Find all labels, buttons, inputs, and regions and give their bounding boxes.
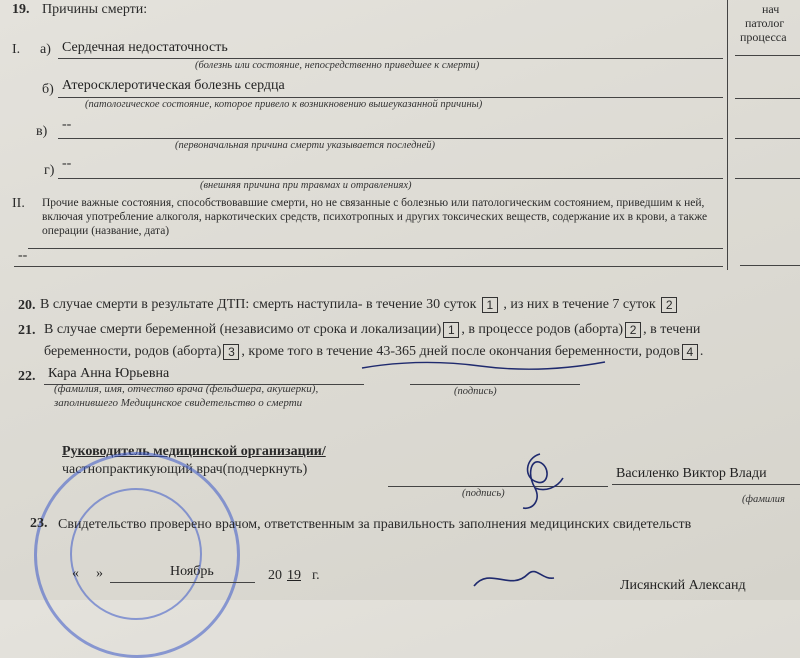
pen-underline bbox=[360, 356, 610, 376]
cause-g-hint: (внешняя причина при травмах и отравлениях) bbox=[200, 180, 412, 191]
section-19-title: Причины смерти: bbox=[42, 2, 148, 17]
part-2-line-2 bbox=[14, 266, 723, 267]
doctor-sign-line bbox=[410, 384, 580, 385]
pregnancy-text: В случае смерти беременной (независимо от срока и локализации) bbox=[44, 322, 442, 338]
head-signature bbox=[505, 448, 575, 518]
head-sign-line bbox=[388, 486, 608, 487]
date-year-suffix: г. bbox=[312, 568, 320, 583]
cause-b-label: б) bbox=[42, 82, 54, 97]
cause-a-hint: (болезнь или состояние, непосредственно приведшее к смерти) bbox=[195, 60, 480, 71]
section-22-number: 22. bbox=[18, 369, 36, 384]
cause-g-line bbox=[58, 178, 723, 179]
right-col-line bbox=[740, 265, 800, 266]
right-col-line bbox=[735, 178, 800, 179]
doctor-sign-hint: (подпись) bbox=[454, 386, 497, 397]
part-2-text: Прочие важные состояния, способствовавшие смерти, но не связанные с болезнью или патологическим состоянием, приведшим к ней, включая употребление алкоголя, наркотических средств, психотропных и других токсических веществ, содержание их в крови, а также операции (название, дата) bbox=[42, 197, 708, 237]
childbirth-text: , в процессе родов (аборта) bbox=[461, 322, 624, 338]
date-year-prefix: 20 bbox=[268, 568, 282, 583]
organization-stamp-inner bbox=[70, 488, 202, 620]
pregnancy-box-4[interactable]: 4 bbox=[682, 344, 698, 360]
cause-g-value: -- bbox=[62, 156, 72, 171]
cause-v-hint: (первоначальная причина смерти указывается последней) bbox=[175, 140, 436, 151]
date-open-quote: « bbox=[72, 566, 79, 581]
head-title: Руководитель медицинской организации/ bbox=[62, 444, 326, 459]
section-20-number: 20. bbox=[18, 298, 36, 313]
dtp-7-days-box[interactable]: 2 bbox=[661, 297, 677, 313]
postpartum-text: , кроме того в течение 43-365 дней после окончания беременности, родов bbox=[241, 344, 680, 360]
section-21-number: 21. bbox=[18, 323, 36, 338]
cause-b-line bbox=[58, 97, 723, 98]
pregnancy-abortion-text: беременности, родов (аборта) bbox=[44, 344, 222, 360]
cause-b-value: Атеросклеротическая болезнь сердца bbox=[62, 78, 285, 93]
right-column-divider bbox=[727, 0, 728, 270]
doctor-name-value: Кара Анна Юрьевна bbox=[48, 366, 170, 381]
pregnancy-box-2[interactable]: 2 bbox=[625, 322, 641, 338]
head-name-hint: (фамилия bbox=[742, 494, 785, 505]
dtp-30-days-box[interactable]: 1 bbox=[482, 297, 498, 313]
verifier-name-value: Лисянский Александ bbox=[620, 578, 746, 593]
date-close-quote: » bbox=[96, 566, 103, 581]
right-col-line bbox=[735, 55, 800, 56]
section-21-line-1 bbox=[44, 322, 700, 338]
pregnancy-box-1[interactable]: 1 bbox=[443, 322, 459, 338]
part-2-label: II. bbox=[12, 196, 25, 211]
pregnancy-period: . bbox=[699, 344, 704, 360]
date-year: 19 bbox=[287, 568, 301, 583]
right-col-label-2: патолог bbox=[745, 16, 785, 30]
cause-b-hint: (патологическое состояние, которое привело к возникновению вышеуказанной причины) bbox=[85, 99, 483, 110]
right-col-label-1: нач bbox=[762, 2, 780, 16]
right-col-line bbox=[735, 98, 800, 99]
cause-a-line bbox=[58, 58, 723, 59]
section-23-text: Свидетельство проверено врачом, ответственным за правильность заполнения медицинских свидетельств bbox=[58, 517, 692, 532]
date-month: Ноябрь bbox=[170, 564, 214, 579]
section-23-number: 23. bbox=[30, 516, 48, 531]
dtp-30-days-text: В случае смерти в результате ДТП: смерть наступила- в течение 30 суток bbox=[40, 297, 477, 313]
date-month-line bbox=[110, 582, 255, 583]
head-sign-hint: (подпись) bbox=[462, 488, 505, 499]
part-2-value: -- bbox=[18, 248, 28, 263]
head-subtitle: частнопрактикующий врач(подчеркнуть) bbox=[62, 462, 308, 477]
doctor-name-hint-1: (фамилия, имя, отчество врача (фельдшера, акушерки), bbox=[54, 383, 319, 395]
right-col-label-3: процесса bbox=[740, 30, 787, 44]
verifier-signature bbox=[470, 556, 560, 600]
section-19-number: 19. bbox=[12, 2, 30, 17]
cause-v-label: в) bbox=[36, 124, 48, 139]
cause-a-label: а) bbox=[40, 42, 51, 57]
head-name-value: Василенко Виктор Влади bbox=[616, 466, 767, 481]
pregnancy-text-cut: , в течени bbox=[643, 322, 701, 338]
part-2-line-1 bbox=[28, 248, 723, 249]
cause-v-line bbox=[58, 138, 723, 139]
section-20-text bbox=[40, 297, 679, 313]
cause-v-value: -- bbox=[62, 117, 72, 132]
right-col-line bbox=[735, 138, 800, 139]
head-name-line bbox=[612, 484, 800, 485]
cause-a-value: Сердечная недостаточность bbox=[62, 40, 228, 55]
part-1-label: I. bbox=[12, 42, 21, 57]
pregnancy-box-3[interactable]: 3 bbox=[223, 344, 239, 360]
doctor-name-hint-2: заполнившего Медицинское свидетельство о смерти bbox=[54, 397, 303, 409]
cause-g-label: г) bbox=[44, 163, 55, 178]
dtp-7-days-text: , из них в течение 7 суток bbox=[503, 297, 656, 313]
